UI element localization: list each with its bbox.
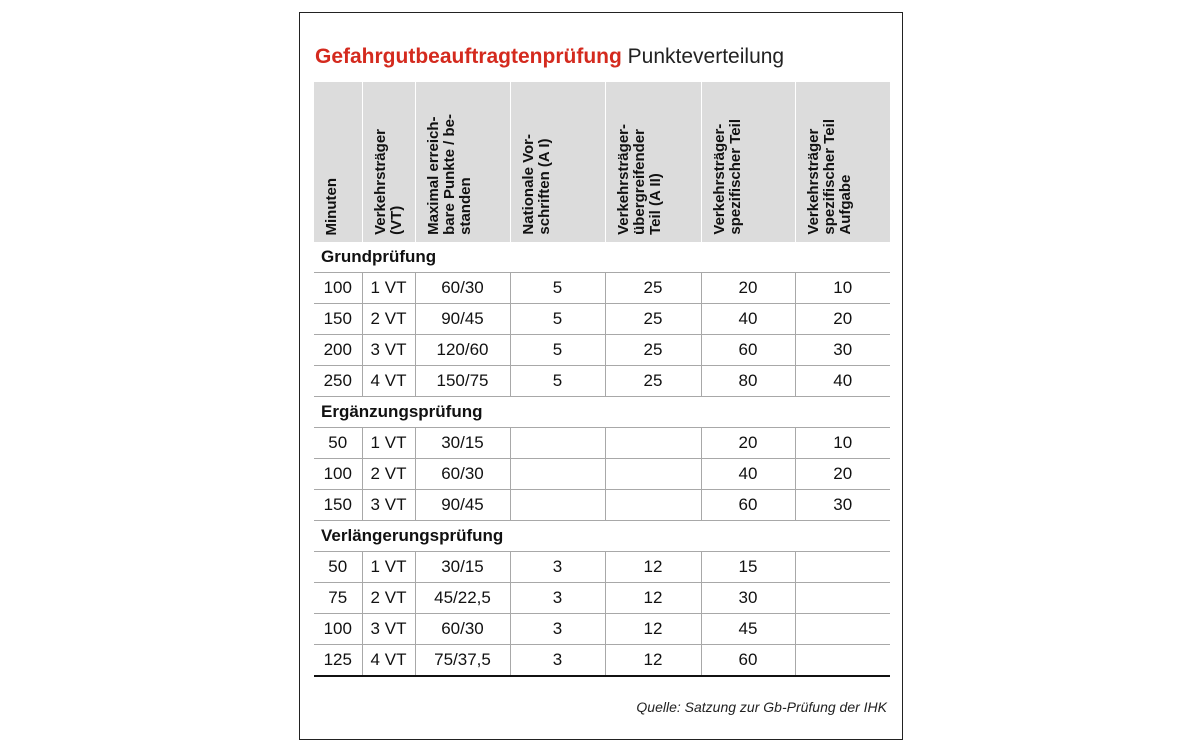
table-cell: 1 VT — [362, 428, 415, 459]
table-cell: 3 — [510, 583, 605, 614]
table-cell: 1 VT — [362, 273, 415, 304]
header-line: standen — [456, 177, 474, 235]
table-cell: 20 — [795, 459, 890, 490]
column-header-label — [806, 119, 854, 235]
column-header-max-punkte — [415, 82, 510, 242]
column-header-label — [373, 129, 405, 235]
table-cell: 3 VT — [362, 490, 415, 521]
table-cell: 60/30 — [415, 614, 510, 645]
table-cell: 10 — [795, 273, 890, 304]
table-cell: 75 — [314, 583, 362, 614]
table-row — [314, 304, 890, 335]
table-cell — [510, 490, 605, 521]
table-cell: 3 — [510, 552, 605, 583]
source-note: Quelle: Satzung zur Gb-Prüfung der IHK — [636, 699, 887, 715]
header-line: Verkehrsträger — [371, 129, 389, 235]
table-cell: 2 VT — [362, 304, 415, 335]
table-cell: 40 — [701, 304, 795, 335]
table-cell: 30 — [795, 335, 890, 366]
header-line: (VT) — [387, 205, 405, 235]
header-line: bare Punkte / be- — [440, 114, 458, 235]
table-cell: 45 — [701, 614, 795, 645]
table-cell: 20 — [701, 428, 795, 459]
header-row — [314, 82, 890, 242]
column-header-spezifischer-teil — [701, 82, 795, 242]
column-header-label — [616, 124, 664, 235]
table-cell: 3 VT — [362, 614, 415, 645]
column-header-verkehrstraeger — [362, 82, 415, 242]
section-title: Ergänzungsprüfung — [314, 397, 890, 428]
table-cell: 1 VT — [362, 552, 415, 583]
column-header-label — [324, 178, 340, 236]
table-cell: 4 VT — [362, 366, 415, 397]
table-cell: 5 — [510, 304, 605, 335]
table-cell: 60/30 — [415, 459, 510, 490]
table-cell: 120/60 — [415, 335, 510, 366]
table-cell — [605, 459, 701, 490]
table-cell: 75/37,5 — [415, 645, 510, 677]
table-cell: 5 — [510, 335, 605, 366]
header-line: spezifischer Teil — [726, 119, 744, 235]
table-row — [314, 583, 890, 614]
table-row — [314, 645, 890, 677]
table-cell: 80 — [701, 366, 795, 397]
table-row — [314, 490, 890, 521]
table-cell: 30/15 — [415, 552, 510, 583]
table-cell — [795, 645, 890, 677]
table-cell: 40 — [701, 459, 795, 490]
column-header-minuten — [314, 82, 362, 242]
table-cell: 60/30 — [415, 273, 510, 304]
table-cell: 150/75 — [415, 366, 510, 397]
table-cell: 25 — [605, 304, 701, 335]
table-cell: 50 — [314, 552, 362, 583]
table-cell: 5 — [510, 273, 605, 304]
table-cell: 15 — [701, 552, 795, 583]
points-table — [314, 82, 890, 677]
table-cell: 200 — [314, 335, 362, 366]
table-cell: 25 — [605, 335, 701, 366]
table-row — [314, 552, 890, 583]
title-highlight: Gefahrgutbeauftragtenprüfung — [315, 45, 622, 68]
header-line: Verkehrsträger — [804, 129, 822, 235]
table-cell: 25 — [605, 366, 701, 397]
section-row — [314, 397, 890, 428]
table-cell: 25 — [605, 273, 701, 304]
title-rest: Punkteverteilung — [627, 45, 785, 68]
header-line: Verkehrsträger- — [710, 124, 728, 235]
section-title: Grundprüfung — [321, 247, 437, 266]
header-line: Verkehrsträger- — [614, 124, 632, 235]
table-row — [314, 273, 890, 304]
column-header-spezifischer-teil-aufgabe — [795, 82, 890, 242]
table-cell: 12 — [605, 552, 701, 583]
header-line: Minuten — [323, 177, 340, 235]
column-header-uebergreifender-teil — [605, 82, 701, 242]
table-cell: 100 — [314, 614, 362, 645]
table-row — [314, 335, 890, 366]
table-cell — [510, 428, 605, 459]
table-row — [314, 428, 890, 459]
table-cell — [510, 459, 605, 490]
table-cell: 2 VT — [362, 459, 415, 490]
table-cell — [795, 583, 890, 614]
table-cell: 2 VT — [362, 583, 415, 614]
header-line: Teil (A II) — [646, 173, 664, 235]
table-cell: 3 — [510, 614, 605, 645]
column-header-label — [426, 114, 474, 235]
table-cell: 125 — [314, 645, 362, 677]
table-cell: 20 — [795, 304, 890, 335]
infobox — [299, 12, 903, 740]
table-cell: 10 — [795, 428, 890, 459]
table-cell — [605, 490, 701, 521]
header-line: schriften (A I) — [535, 138, 553, 235]
table-cell: 40 — [795, 366, 890, 397]
table-cell: 20 — [701, 273, 795, 304]
section-title: Verlängerungsprüfung — [314, 521, 890, 552]
table-cell: 60 — [701, 645, 795, 677]
table-cell: 3 VT — [362, 335, 415, 366]
table-cell: 3 — [510, 645, 605, 677]
table-cell: 12 — [605, 645, 701, 677]
section-row — [314, 242, 890, 273]
header-line: Maximal erreich- — [424, 116, 442, 235]
table-cell: 90/45 — [415, 304, 510, 335]
table-cell: 12 — [605, 583, 701, 614]
table-cell: 30 — [701, 583, 795, 614]
table-cell: 100 — [314, 273, 362, 304]
table-cell: 250 — [314, 366, 362, 397]
infobox-title — [315, 45, 784, 69]
table-row — [314, 459, 890, 490]
table-cell: 60 — [701, 335, 795, 366]
table-cell — [795, 552, 890, 583]
column-header-nationale-vorschriften — [510, 82, 605, 242]
table-cell — [795, 614, 890, 645]
header-line: Aufgabe — [836, 175, 854, 235]
table-cell: 90/45 — [415, 490, 510, 521]
table-cell: 30/15 — [415, 428, 510, 459]
table-cell: 50 — [314, 428, 362, 459]
header-line: Nationale Vor- — [519, 134, 537, 235]
header-line: spezifischer Teil — [820, 119, 838, 235]
section-row — [314, 521, 890, 552]
table-cell: 30 — [795, 490, 890, 521]
table-cell: 5 — [510, 366, 605, 397]
table-cell: 150 — [314, 304, 362, 335]
table-cell: 100 — [314, 459, 362, 490]
column-header-label — [712, 119, 744, 235]
column-header-label — [521, 134, 553, 235]
table-cell: 4 VT — [362, 645, 415, 677]
table-cell: 150 — [314, 490, 362, 521]
table-cell: 45/22,5 — [415, 583, 510, 614]
table-cell: 12 — [605, 614, 701, 645]
table-cell: 60 — [701, 490, 795, 521]
header-line: übergreifender — [630, 129, 648, 235]
table-cell — [605, 428, 701, 459]
table-row — [314, 614, 890, 645]
table-row — [314, 366, 890, 397]
table-body — [314, 242, 890, 676]
